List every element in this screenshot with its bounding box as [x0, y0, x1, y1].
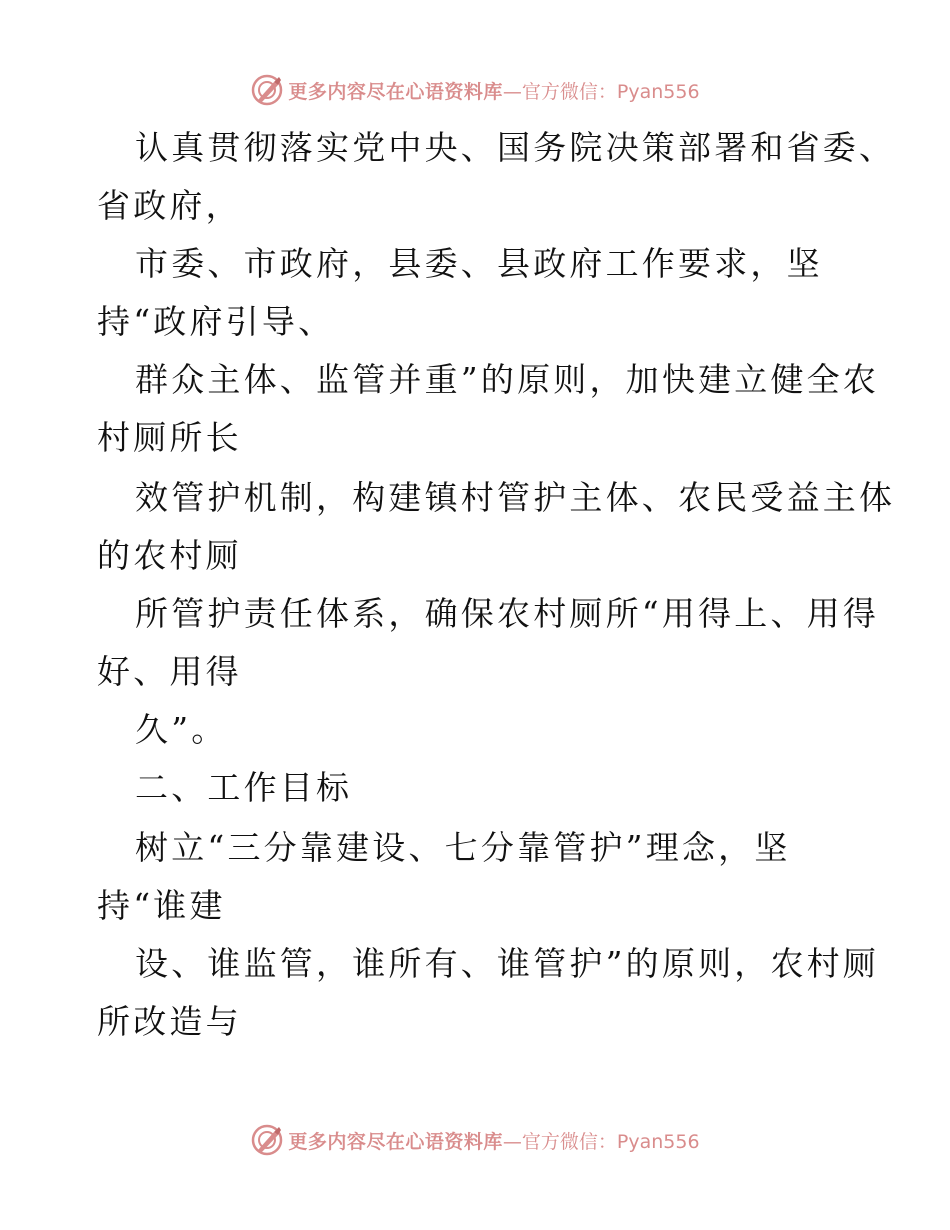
pen-logo-icon — [250, 1123, 284, 1157]
text-line: 树立“三分靠建设、七分靠管护”理念，坚 — [135, 828, 791, 867]
text-line: 好、用得 — [97, 652, 242, 691]
text-line: 久”。 — [135, 710, 228, 749]
text-line: 群众主体、监管并重”的原则，加快建立健全农 — [135, 360, 880, 399]
text-line: 市委、市政府，县委、县政府工作要求，坚 — [135, 244, 823, 283]
text-line: 持“政府引导、 — [97, 302, 335, 341]
watermark-sub-text: —官方微信：Pyan556 — [502, 1130, 700, 1153]
text-line: 效管护机制，构建镇村管护主体、农民受益主体 — [135, 478, 896, 517]
footer-watermark — [0, 1120, 950, 1160]
text-line: 村厕所长 — [97, 418, 242, 457]
text-line: 所管护责任体系，确保农村厕所“用得上、用得 — [135, 594, 880, 633]
watermark-main-text: 更多内容尽在心语资料库 — [288, 1130, 503, 1153]
text-line: 认真贯彻落实党中央、国务院决策部署和省委、 — [135, 128, 896, 167]
text-line: 的农村厕 — [97, 536, 242, 575]
text-line: 省政府， — [97, 186, 242, 225]
header-watermark — [0, 70, 950, 110]
text-line: 所改造与 — [97, 1002, 242, 1041]
text-line: 持“谁建 — [97, 886, 226, 925]
watermark-sub-text: —官方微信：Pyan556 — [502, 80, 700, 103]
text-line: 设、谁监管，谁所有、谁管护”的原则，农村厕 — [135, 944, 880, 983]
section-heading: 二、工作目标 — [135, 768, 353, 807]
pen-logo-icon — [250, 73, 284, 107]
watermark-main-text: 更多内容尽在心语资料库 — [288, 80, 503, 103]
